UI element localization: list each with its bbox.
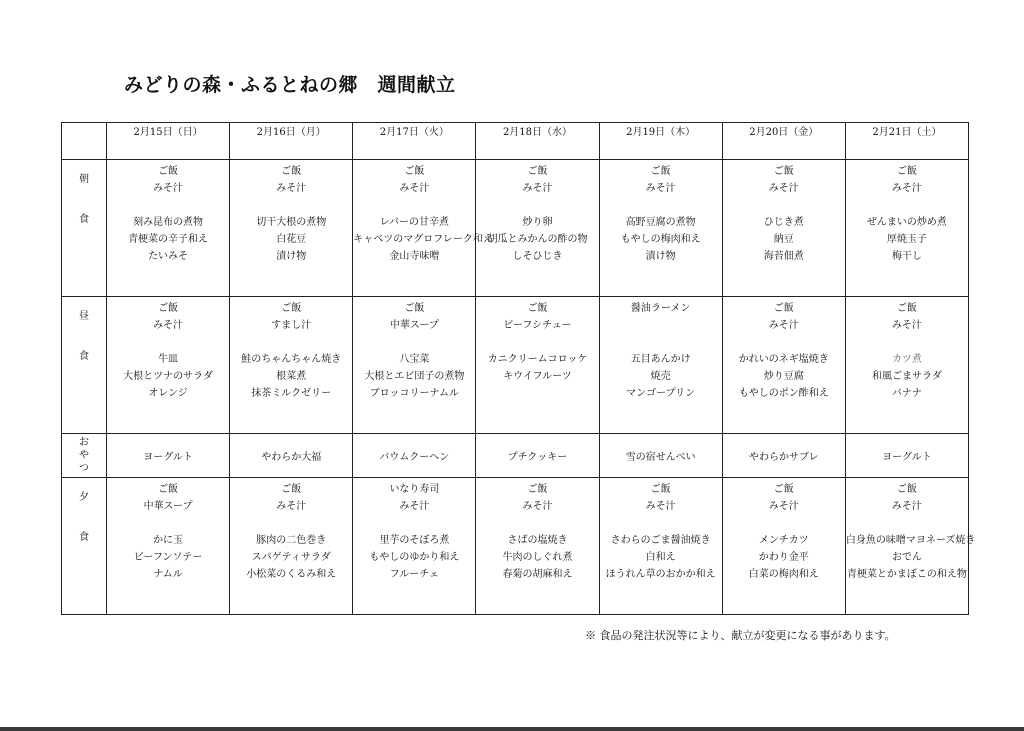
menu-item: ご飯 [527,303,548,314]
menu-item: ご飯 [650,166,671,177]
menu-item: 白花豆 [276,234,307,245]
menu-item: 漬け物 [645,251,676,262]
menu-item: マンゴープリン [626,388,696,399]
menu-item: みそ汁 [645,183,676,194]
lunch-day-cell [599,297,722,434]
menu-item: 中華スープ [389,320,439,331]
menu-item [476,334,598,351]
menu-item [230,334,352,351]
menu-item [107,334,229,351]
menu-item: ご飯 [281,166,302,177]
menu-item: 青梗菜の辛子和え [128,234,209,245]
menu-item: 牛肉のしぐれ煮 [502,552,573,563]
menu-item: ご飯 [896,484,917,495]
menu-item-list [723,297,845,402]
menu-item: いなり寿司 [389,484,440,495]
bottom-bar [0,727,1024,731]
menu-change-note: ※ 食品の発注状況等により、献立が変更になる事があります。 [585,629,896,642]
menu-item: カニクリームコロッケ [487,354,588,365]
menu-item: 大根とツナのサラダ [123,371,214,382]
breakfast-row [62,160,969,297]
dinner-label-char: 夕 [79,492,89,503]
dinner-day-cell [722,478,845,615]
menu-item: ご飯 [281,484,302,495]
menu-item-list [230,478,352,583]
corner-cell [62,123,107,160]
menu-item: 豚肉の二色巻き [256,535,327,546]
breakfast-day-cell [599,160,722,297]
menu-item: 里芋のそぼろ煮 [379,535,450,546]
weekly-menu-table [61,122,976,615]
menu-item-list [107,297,229,402]
menu-item: ぜんまいの炒め煮 [866,217,947,228]
snack-day-cell: ヨーグルト [845,434,968,478]
menu-item: もやしの梅肉和え [620,234,701,245]
day-header: 2月21日（土） [845,123,968,160]
menu-item: 焼売 [650,371,671,382]
snack-label-char: お [79,437,89,448]
menu-item: ビーフシチュー [503,320,572,331]
menu-item [846,334,968,351]
menu-item: 小松菜のくるみ和え [246,569,337,580]
snack-day-cell: ヨーグルト [107,434,230,478]
menu-item: 根菜煮 [276,371,307,382]
menu-item [107,515,229,532]
menu-item: 刻み昆布の煮物 [133,217,204,228]
menu-item: 漬け物 [276,251,307,262]
menu-item-list [600,297,722,402]
menu-item-list [845,478,976,583]
menu-item: みそ汁 [153,183,184,194]
lunch-row [62,297,969,434]
snack-row [62,434,969,478]
day-header: 2月18日（水） [476,123,599,160]
menu-item: フルーチェ [389,569,439,580]
menu-item [600,334,722,351]
menu-item: ご飯 [773,166,794,177]
menu-item [600,317,722,334]
menu-item: みそ汁 [276,183,307,194]
menu-item [353,515,475,532]
menu-item: 春菊の胡麻和え [502,569,573,580]
menu-item [353,334,475,351]
menu-item: 中華スープ [143,501,193,512]
menu-item: ご飯 [158,166,179,177]
page-title: みどりの森・ふるとねの郷 週間献立 [124,74,456,96]
day-header: 2月15日（日） [107,123,230,160]
snack-day-cell: バウムクーヘン [353,434,476,478]
menu-item: みそ汁 [153,320,184,331]
snack-day-cell: やわらか大福 [230,434,353,478]
menu-item: みそ汁 [891,320,922,331]
menu-item: かわり金平 [758,552,809,563]
menu-item: さわらのごま醤油焼き [610,535,711,546]
menu-item [723,515,845,532]
menu-item: みそ汁 [645,501,676,512]
dinner-day-cell [476,478,599,615]
snack-day-cell: 雪の宿せんべい [599,434,722,478]
dinner-day-cell [353,478,476,615]
snack-day-cell: やわらかサブレ [722,434,845,478]
menu-item: みそ汁 [522,183,553,194]
menu-item: 青梗菜とかまぼこの和え物 [846,569,967,580]
menu-item: 炒り卵 [522,217,553,228]
menu-item: 白身魚の味噌マヨネーズ焼き [845,535,976,546]
lunch-day-cell [476,297,599,434]
lunch-label [62,297,107,434]
day-header: 2月16日（月） [230,123,353,160]
menu-item [723,334,845,351]
menu-item [600,515,722,532]
lunch-day-cell [845,297,968,434]
menu-item: 醤油ラーメン [630,303,691,314]
menu-item: 金山寺味噌 [389,251,440,262]
menu-item: かに玉 [153,535,184,546]
menu-item [230,197,352,214]
menu-item-list [353,478,475,583]
breakfast-label [62,160,107,297]
menu-item-list [353,297,475,402]
menu-item: ご飯 [404,166,425,177]
header-row [62,123,969,160]
menu-item: 五目あんかけ [630,354,691,365]
menu-item: みそ汁 [399,501,430,512]
day-header: 2月17日（火） [353,123,476,160]
menu-item [107,197,229,214]
menu-item: レバーの甘辛煮 [379,217,449,228]
menu-item: みそ汁 [891,501,922,512]
lunch-day-cell [107,297,230,434]
menu-item: ご飯 [527,484,548,495]
day-header: 2月19日（木） [599,123,722,160]
menu-item-list [846,297,968,402]
menu-item: メンチカツ [758,535,809,546]
breakfast-day-cell [845,160,968,297]
menu-item [846,515,968,532]
menu-item [476,197,598,214]
menu-item: ほうれん草のおかか和え [605,569,716,580]
menu-item [846,197,968,214]
menu-item: 炒り豆腐 [763,371,804,382]
menu-item-list [723,478,845,583]
dinner-day-cell [230,478,353,615]
menu-item: 鮭のちゃんちゃん焼き [241,354,342,365]
menu-item-list [600,478,722,583]
breakfast-label-char: 朝 [79,174,89,185]
breakfast-day-cell [476,160,599,297]
menu-item: ご飯 [650,484,671,495]
menu-item: ナムル [153,569,183,580]
lunch-day-cell [353,297,476,434]
menu-item [476,515,598,532]
menu-item: 胡瓜とみかんの酢の物 [487,234,588,245]
menu-item: ご飯 [896,166,917,177]
menu-item: 納豆 [773,234,794,245]
menu-item: カツ煮 [891,354,922,365]
menu-item: 大根とエビ団子の煮物 [364,371,465,382]
dinner-day-cell [599,478,722,615]
menu-item: もやしのゆかり和え [369,552,460,563]
menu-item [353,197,475,214]
menu-item: ひじき煮 [763,217,804,228]
menu-item: みそ汁 [768,501,799,512]
menu-item: ご飯 [158,303,179,314]
menu-item: 高野豆腐の煮物 [625,217,696,228]
menu-item: 白菜の梅肉和え [748,569,819,580]
menu-item: キャベツのマグロフレーク和え [353,234,493,245]
breakfast-day-cell [107,160,230,297]
menu-item: 切干大根の煮物 [256,217,327,228]
menu-item-list [230,160,352,265]
snack-label-char: や [79,450,89,461]
menu-item: キウイフルーツ [503,371,572,382]
menu-item: みそ汁 [522,501,553,512]
menu-item: みそ汁 [276,501,307,512]
menu-item: 厚焼玉子 [886,234,927,245]
dinner-row [62,478,969,615]
menu-item: バナナ [891,388,922,399]
breakfast-day-cell [722,160,845,297]
menu-item-list [107,160,229,265]
menu-item-list [230,297,352,402]
menu-item: 牛皿 [158,354,179,365]
menu-item: すまし汁 [271,320,312,331]
menu-item: ご飯 [158,484,179,495]
menu-item: 八宝菜 [399,354,430,365]
menu-item-list [846,160,968,265]
menu-item-list [107,478,229,583]
menu-item: 抹茶ミルクゼリー [251,388,332,399]
menu-item-list [723,160,845,265]
menu-item: ご飯 [896,303,917,314]
snack-label-char: つ [79,463,89,474]
lunch-day-cell [722,297,845,434]
menu-item: しそひじき [512,251,563,262]
dinner-day-cell [107,478,230,615]
breakfast-day-cell [353,160,493,297]
menu-item [600,197,722,214]
breakfast-label-char: 食 [79,214,89,225]
menu-item: 梅干し [891,251,922,262]
menu-item: ご飯 [404,303,425,314]
menu-item: みそ汁 [891,183,922,194]
menu-item: ご飯 [527,166,548,177]
menu-item-list [600,160,722,265]
menu-item: みそ汁 [399,183,430,194]
menu-item: 海苔佃煮 [763,251,804,262]
menu-item [230,515,352,532]
dinner-label [62,478,107,615]
menu-item: おでん [891,552,922,563]
lunch-day-cell [230,297,353,434]
snack-day-cell: プチクッキー [476,434,599,478]
menu-item: みそ汁 [768,320,799,331]
lunch-label-char: 食 [79,351,89,362]
lunch-label-char: 昼 [79,311,89,322]
menu-item: ご飯 [281,303,302,314]
snack-label [62,434,107,478]
menu-item: みそ汁 [768,183,799,194]
menu-item: ビーフンソテー [133,552,203,563]
menu-item: 和風ごまサラダ [871,371,942,382]
menu-item: さばの塩焼き [507,535,568,546]
menu-item: たいみそ [148,251,189,262]
dinner-label-char: 食 [79,532,89,543]
menu-item: スパゲティサラダ [251,552,331,563]
menu-item: ブロッコリーナムル [369,388,459,399]
menu-item [723,197,845,214]
menu-item: オレンジ [148,388,188,399]
menu-item: 白和え [645,552,676,563]
day-header: 2月20日（金） [722,123,845,160]
breakfast-day-cell [230,160,353,297]
menu-item-list [476,160,598,265]
menu-item: かれいのネギ塩焼き [738,354,829,365]
menu-item: ご飯 [773,484,794,495]
menu-item: ご飯 [773,303,794,314]
menu-item: もやしのポン酢和え [738,388,829,399]
menu-item-list [476,297,598,385]
menu-item-list [353,160,493,265]
dinner-day-cell [845,478,976,615]
menu-item-list [476,478,598,583]
